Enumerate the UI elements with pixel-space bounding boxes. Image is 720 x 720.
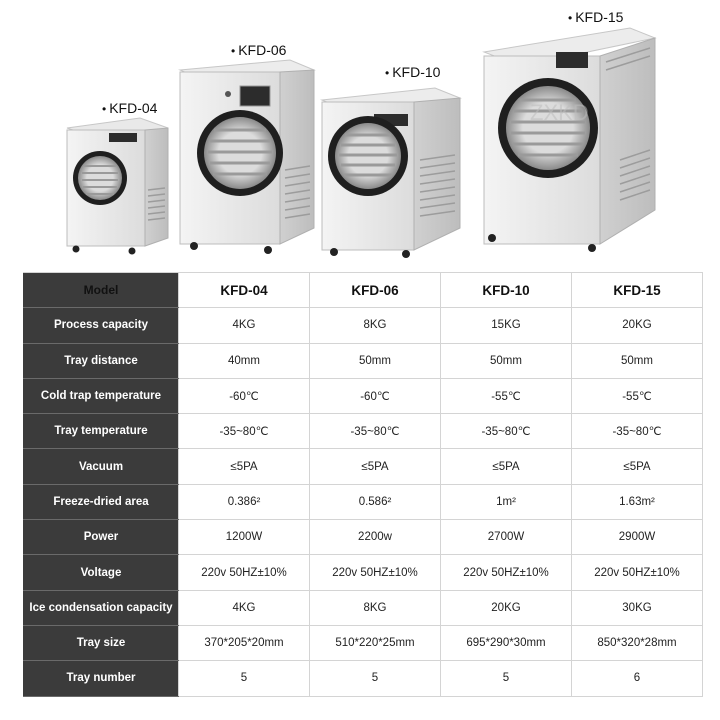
row-label: Voltage [24, 555, 179, 590]
row-label: Freeze-dried area [24, 484, 179, 519]
table-cell: 220v 50HZ±10% [572, 555, 703, 590]
table-cell: 1m² [441, 484, 572, 519]
table-cell: ≤5PA [572, 449, 703, 484]
table-cell: 15KG [441, 308, 572, 343]
bullet-icon: • [231, 44, 236, 58]
table-cell: KFD-06 [310, 273, 441, 308]
table-cell: 0.586² [310, 484, 441, 519]
table-cell: 5 [441, 661, 572, 696]
table-row [24, 555, 703, 590]
table-row [24, 449, 703, 484]
spec-table-body [24, 273, 703, 697]
product-label-text: KFD-15 [575, 9, 624, 25]
table-cell: 1.63m² [572, 484, 703, 519]
table-cell: 8KG [310, 590, 441, 625]
row-label: Ice condensation capacity [24, 590, 179, 625]
table-cell: 30KG [572, 590, 703, 625]
table-cell: 50mm [441, 343, 572, 378]
table-cell: -35~80℃ [179, 414, 310, 449]
freeze-dryer-kfd-10 [322, 88, 460, 258]
table-cell: -60℃ [310, 378, 441, 413]
table-cell: KFD-04 [179, 273, 310, 308]
row-label: Tray number [24, 661, 179, 696]
freeze-dryer-kfd-15 [484, 28, 655, 252]
table-cell: -35~80℃ [572, 414, 703, 449]
table-cell: -60℃ [179, 378, 310, 413]
table-row [24, 414, 703, 449]
row-label: Process capacity [24, 308, 179, 343]
table-cell: 220v 50HZ±10% [441, 555, 572, 590]
table-cell: 370*205*20mm [179, 625, 310, 660]
table-cell: 695*290*30mm [441, 625, 572, 660]
bullet-icon: • [568, 11, 573, 25]
table-cell: -55℃ [441, 378, 572, 413]
table-cell: ≤5PA [310, 449, 441, 484]
table-cell: ≤5PA [179, 449, 310, 484]
product-label-kfd-10 [385, 64, 440, 80]
freeze-dryer-kfd-04 [67, 118, 168, 255]
spec-table [23, 272, 703, 697]
table-cell: 2200w [310, 520, 441, 555]
product-label-text: KFD-04 [109, 100, 158, 116]
product-label-text: KFD-10 [392, 64, 441, 80]
product-label-kfd-04 [102, 100, 157, 116]
table-cell: -35~80℃ [441, 414, 572, 449]
product-label-kfd-06 [231, 42, 286, 58]
watermark-logo: ZXKD [530, 100, 589, 125]
row-label: Model [24, 273, 179, 308]
table-cell: KFD-15 [572, 273, 703, 308]
table-cell: 40mm [179, 343, 310, 378]
table-row [24, 661, 703, 696]
freeze-dryer-illustration [0, 0, 720, 268]
freeze-dryer-kfd-06 [180, 60, 314, 254]
table-cell: -35~80℃ [310, 414, 441, 449]
table-cell: KFD-10 [441, 273, 572, 308]
row-label: Power [24, 520, 179, 555]
table-row [24, 590, 703, 625]
table-cell: 20KG [572, 308, 703, 343]
table-cell: 510*220*25mm [310, 625, 441, 660]
table-row [24, 520, 703, 555]
bullet-icon: • [385, 66, 390, 80]
table-row [24, 484, 703, 519]
table-cell: 2900W [572, 520, 703, 555]
table-cell: 4KG [179, 308, 310, 343]
table-row [24, 343, 703, 378]
table-cell: 2700W [441, 520, 572, 555]
table-cell: 220v 50HZ±10% [179, 555, 310, 590]
table-cell: 5 [179, 661, 310, 696]
table-cell: 1200W [179, 520, 310, 555]
table-cell: 6 [572, 661, 703, 696]
table-cell: 20KG [441, 590, 572, 625]
table-cell: ≤5PA [441, 449, 572, 484]
row-label: Tray distance [24, 343, 179, 378]
table-cell: 50mm [572, 343, 703, 378]
row-label: Vacuum [24, 449, 179, 484]
row-label: Cold trap temperature [24, 378, 179, 413]
table-cell: 220v 50HZ±10% [310, 555, 441, 590]
table-row [24, 308, 703, 343]
table-cell: -55℃ [572, 378, 703, 413]
table-cell: 50mm [310, 343, 441, 378]
product-label-kfd-15 [568, 9, 623, 25]
row-label: Tray temperature [24, 414, 179, 449]
table-row [24, 625, 703, 660]
bullet-icon: • [102, 102, 107, 116]
row-label: Tray size [24, 625, 179, 660]
table-cell: 0.386² [179, 484, 310, 519]
table-cell: 5 [310, 661, 441, 696]
table-row [24, 378, 703, 413]
table-cell: 850*320*28mm [572, 625, 703, 660]
table-header-row [24, 273, 703, 308]
table-cell: 8KG [310, 308, 441, 343]
table-cell: 4KG [179, 590, 310, 625]
product-image-area [0, 0, 720, 268]
product-label-text: KFD-06 [238, 42, 287, 58]
